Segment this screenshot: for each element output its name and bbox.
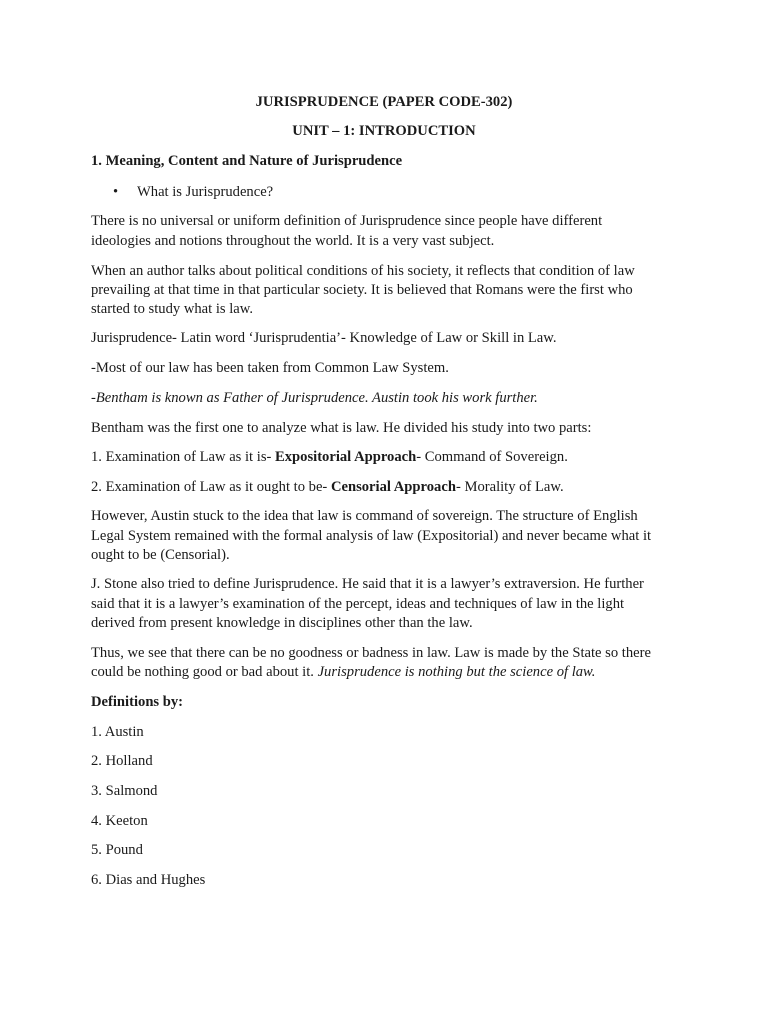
paragraph-4: -Most of our law has been taken from Common Law System. bbox=[91, 360, 449, 376]
paragraph-10-line-1: J. Stone also tried to define Jurisprudence. He said that it is a lawyer’s extraversion. He further bbox=[91, 576, 644, 592]
definition-item: 2. Holland bbox=[91, 753, 153, 769]
paragraph-6: Bentham was the first one to analyze what is law. He divided his study into two parts: bbox=[91, 420, 592, 436]
paragraph-1-line-1: There is no universal or uniform definition of Jurisprudence since people have different bbox=[91, 213, 603, 229]
censorial-approach: Censorial Approach bbox=[330, 479, 456, 495]
bullet-icon: • bbox=[113, 184, 119, 200]
paragraph-8-suffix: - Morality of Law. bbox=[455, 479, 564, 495]
paragraph-9-line-1: However, Austin stuck to the idea that law is command of sovereign. The structure of English bbox=[91, 508, 638, 524]
paragraph-10-line-2: said that it is a lawyer’s examination of the percept, ideas and techniques of law in the light bbox=[91, 596, 625, 612]
paragraph-8-text: 2. Examination of Law as it ought to be- bbox=[91, 479, 331, 495]
paragraph-10-line-3: derived from present knowledge in disciplines other than the law. bbox=[91, 615, 473, 631]
paragraph-5: -Bentham is known as Father of Jurisprudence. Austin took his work further. bbox=[91, 390, 538, 406]
paragraph-2-line-2: prevailing at that time in that particular society. It is believed that Romans were the first who bbox=[91, 282, 633, 298]
paragraph-7-text: 1. Examination of Law as it is- bbox=[91, 449, 276, 465]
paragraph-11-line-2 bbox=[91, 662, 595, 682]
expositorial-approach: Expositorial Approach bbox=[275, 449, 417, 465]
paragraph-11-line-1: Thus, we see that there can be no goodness or badness in law. Law is made by the State so there bbox=[91, 645, 651, 661]
paragraph-8 bbox=[91, 477, 564, 497]
paragraph-1-line-2: ideologies and notions throughout the world. It is a very vast subject. bbox=[91, 233, 495, 249]
paragraph-11-text: could be nothing good or bad about it. bbox=[91, 664, 318, 680]
definition-item: 4. Keeton bbox=[91, 813, 148, 829]
paragraph-9-line-3: ought to be (Censorial). bbox=[91, 547, 230, 563]
paragraph-2-line-1: When an author talks about political conditions of his society, it reflects that condition of law bbox=[91, 263, 635, 279]
paragraph-2-line-3: started to study what is law. bbox=[91, 301, 253, 317]
section-heading: 1. Meaning, Content and Nature of Jurisprudence bbox=[91, 153, 403, 169]
science-of-law-statement: Jurisprudence is nothing but the science of law. bbox=[317, 664, 596, 680]
paragraph-7 bbox=[91, 447, 568, 467]
definition-item: 5. Pound bbox=[91, 842, 143, 858]
unit-heading: UNIT – 1: INTRODUCTION bbox=[292, 123, 476, 139]
definition-item: 3. Salmond bbox=[91, 783, 158, 799]
document-title: JURISPRUDENCE (PAPER CODE-302) bbox=[255, 94, 513, 110]
definition-item: 6. Dias and Hughes bbox=[91, 872, 206, 888]
paragraph-3: Jurisprudence- Latin word ‘Jurisprudentia’- Knowledge of Law or Skill in Law. bbox=[91, 330, 557, 346]
paragraph-9-line-2: Legal System remained with the formal analysis of law (Expositorial) and never became what it bbox=[91, 528, 652, 544]
bullet-question: What is Jurisprudence? bbox=[137, 184, 274, 200]
definitions-heading: Definitions by: bbox=[91, 694, 184, 710]
paragraph-7-suffix: - Command of Sovereign. bbox=[416, 449, 568, 465]
definition-item: 1. Austin bbox=[91, 724, 144, 740]
